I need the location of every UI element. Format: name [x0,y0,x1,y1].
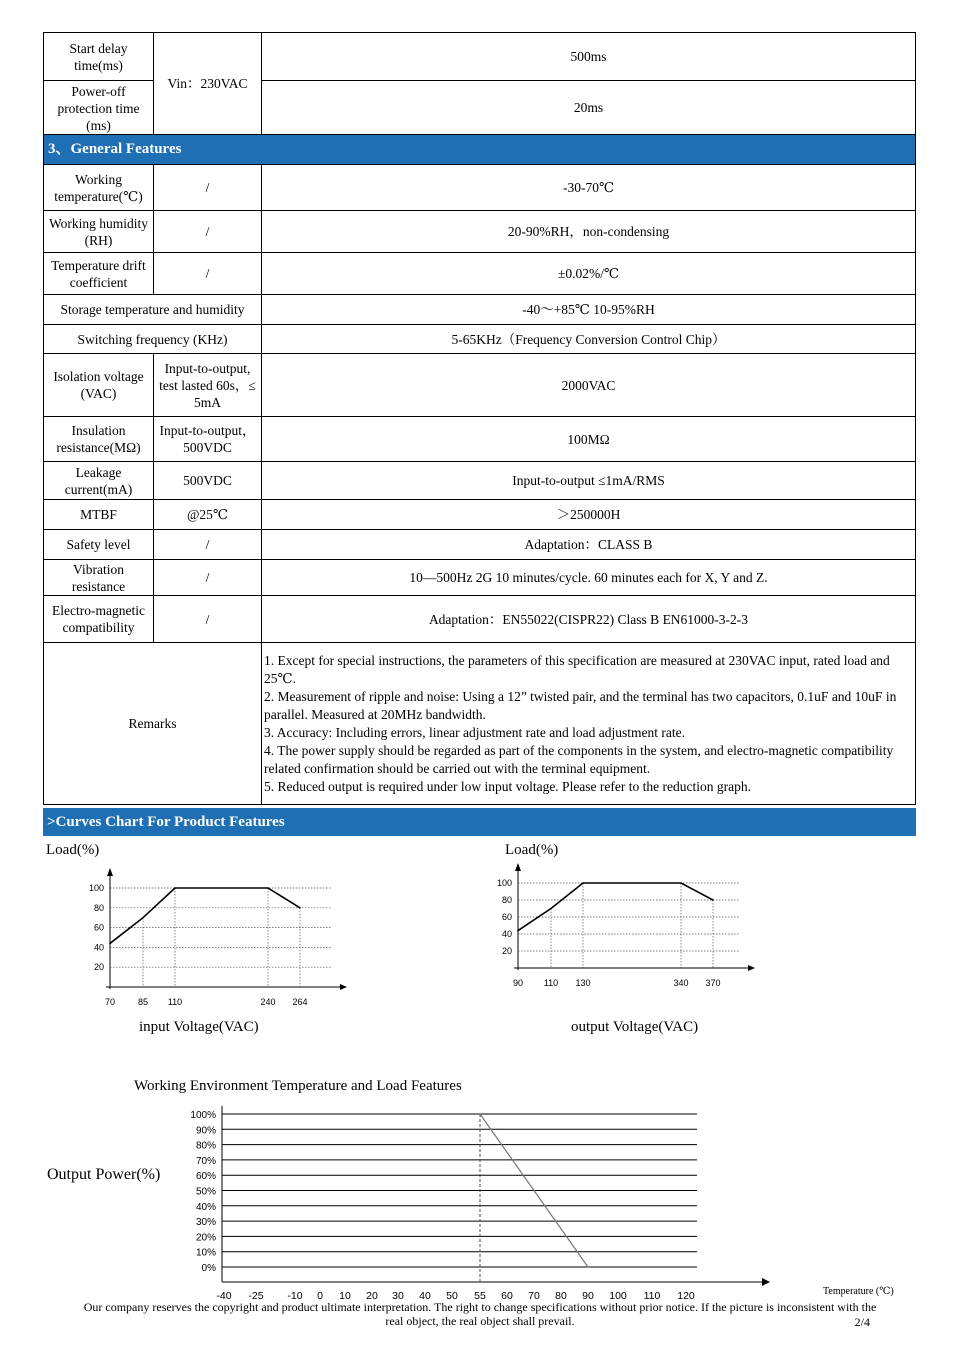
chart2-xlabel: output Voltage(VAC) [571,1019,699,1035]
chart2-data-point [479,1113,481,1115]
chart2-y-tick-label: 80% [195,1140,216,1152]
chart3-xlabel: Temperature (℃) [823,1286,894,1297]
curves-section-header: >Curves Chart For Product Features [43,808,916,836]
chart0-data-point [174,887,176,889]
chart0-x-tick-label: 110 [167,997,183,1007]
label-cell: Switching frequency (KHz) [44,325,262,354]
footer-line2: real object, the real object shall prevail. [385,1314,575,1328]
label-cell: Vibration resistance [44,560,154,596]
chart1-data-point [680,882,682,884]
label-cell: Safety level [44,530,154,560]
value-cell: Adaptation：EN55022(CISPR22) Class B EN61000-3-2-3 [262,596,916,643]
chart1-y-arrow [515,863,521,871]
label-cell: Working temperature(℃) [44,165,154,211]
label-cell: Electro-magnetic compatibility [44,596,154,643]
label-cell: Insulation resistance(MΩ) [44,417,154,462]
chart2-x-tick-label: 50 [446,1290,458,1302]
value-cell: ＞250000H [262,500,916,530]
chart3-ylabel: Output Power(%) [47,1166,161,1183]
chart2-x-tick-label: -40 [216,1290,232,1302]
chart0-data-point [109,943,111,945]
page-number: 2/4 [854,1315,870,1329]
footer-line1: Our company reserves the copyright and product ultimate interpretation. The right to change specifications without prior notice. If the picture is inconsistent with the [83,1300,877,1314]
chart1-x-tick-label: 90 [512,978,524,988]
chart2-y-tick-label: 10% [195,1247,216,1259]
value-cell: Adaptation：CLASS B [262,530,916,560]
chart2-x-tick-label: 60 [501,1290,513,1302]
chart0-data-point [142,917,144,919]
chart0-y-arrow [107,868,113,876]
chart2-x-tick-label: -10 [287,1290,303,1302]
chart2-x-arrow [762,1278,770,1286]
footer [60,1300,900,1328]
chart0-x-tick-label: 85 [137,997,149,1007]
label-cell: Leakage current(mA) [44,462,154,500]
chart1-ylabel: Load(%) [46,842,100,858]
label-cell: Working humidity (RH) [44,211,154,253]
value-cell: 100MΩ [262,417,916,462]
value-cell: Input-to-output ≤1mA/RMS [262,462,916,500]
chart1-y-tick-label: 60 [501,912,512,922]
label-cell: Start delay time(ms) [44,33,154,81]
condition-cell: Input-to-output, test lasted 60s，≤ 5mA [154,354,262,417]
chart2-ylabel: Load(%) [505,842,559,858]
condition-cell: / [154,165,262,211]
chart1-x-tick-label: 340 [673,978,689,988]
chart0-x-tick-label: 264 [292,997,308,1007]
chart0-y-tick-label: 60 [93,922,104,933]
chart1-x-tick-label: 110 [543,978,559,988]
value-cell: 500ms [262,33,916,81]
value-cell: 5-65KHz（Frequency Conversion Control Chip） [262,325,916,354]
remarks-label: Remarks [44,643,262,805]
chart0-y-tick-label: 100 [88,883,104,893]
chart2-y-tick-label: 30% [195,1217,216,1229]
chart2-x-tick-label: 120 [677,1290,695,1302]
condition-cell: / [154,530,262,560]
condition-cell: / [154,596,262,643]
chart0-x-tick-label: 70 [104,997,116,1007]
chart1-x-tick-label: 370 [705,978,721,988]
chart2-y-tick-label: 40% [195,1201,216,1213]
chart0-x-arrow [340,984,347,990]
chart1-x-tick-label: 130 [575,978,591,988]
chart0-y-tick-label: 40 [93,942,104,953]
chart2-x-tick-label: 30 [392,1290,404,1302]
chart2-x-tick-label: 0 [317,1290,323,1302]
chart1-y-tick-label: 20 [501,946,512,956]
chart2-y-tick-label: 50% [195,1186,216,1198]
label-cell: Temperature drift coefficient [44,253,154,295]
chart0-series-line [110,888,300,943]
remark-line: 4. The power supply should be regarded as part of the components in the system, and electro-magnetic compatibility related confirmation should be carried out with the terminal equipment. [264,742,894,776]
value-cell: -40～+85℃ 10-95%RH [262,295,916,325]
value-cell: 20-90%RH，non-condensing [262,211,916,253]
label-cell: Isolation voltage (VAC) [44,354,154,417]
chart2-x-tick-label: 110 [643,1290,661,1302]
chart1-data-point [517,930,519,932]
remark-line: 3. Accuracy: Including errors, linear adjustment rate and load adjustment rate. [264,724,685,740]
chart2-y-tick-label: 60% [195,1171,216,1183]
value-cell: -30-70℃ [262,165,916,211]
value-cell: 2000VAC [262,354,916,417]
chart2-x-tick-label: 70 [528,1290,540,1302]
chart2-y-tick-label: 0% [201,1263,216,1274]
chart2-x-tick-label: 100 [609,1290,627,1302]
chart2-x-tick-label: 10 [339,1290,351,1302]
remark-line: 2. Measurement of ripple and noise: Using a 12” twisted pair, and the terminal has two capacitors, 0.1uF and 10uF in parallel. Measured at 20MHz bandwidth. [264,688,897,722]
remark-line: 5. Reduced output is required under low input voltage. Please refer to the reduction graph. [264,778,751,794]
chart2-y-tick-label: 70% [195,1155,216,1167]
value-cell: ±0.02%/℃ [262,253,916,295]
condition-cell: / [154,560,262,596]
chart3-title: Working Environment Temperature and Load Features [134,1078,462,1094]
condition-cell: Vin：230VAC [154,33,262,135]
label-cell: Power-off protection time (ms) [44,81,154,135]
chart2-x-tick-label: 40 [419,1290,431,1302]
value-cell: 10—500Hz 2G 10 minutes/cycle. 60 minutes each for X, Y and Z. [262,560,916,596]
chart2-x-tick-label: 55 [474,1290,486,1302]
remark-line: 1. Except for special instructions, the parameters of this specification are measured at 230VAC input, rated load and 25℃. [264,652,890,686]
label-cell: MTBF [44,500,154,530]
chart1-xlabel: input Voltage(VAC) [139,1019,259,1035]
condition-cell: Input-to-output，500VDC [154,417,262,462]
chart1-data-point [712,899,714,901]
chart2-data-point [587,1266,589,1268]
chart2-y-tick-label: 100% [190,1110,216,1121]
chart0-data-point [267,887,269,889]
chart2-x-tick-label: 90 [582,1290,594,1302]
chart0-x-tick-label: 240 [260,997,276,1007]
condition-cell: / [154,253,262,295]
chart1-series-line [518,883,713,931]
chart1-x-arrow [748,965,755,971]
chart2-y-tick-label: 20% [195,1232,216,1244]
chart1-data-point [550,908,552,910]
condition-cell: / [154,211,262,253]
condition-cell: 500VDC [154,462,262,500]
chart0-data-point [299,907,301,909]
chart1-y-tick-label: 100 [496,878,512,888]
chart1-y-tick-label: 40 [501,929,512,939]
chart0-y-tick-label: 80 [93,902,104,913]
value-cell: 20ms [262,81,916,135]
chart2-x-tick-label: 20 [366,1290,378,1302]
chart0-y-tick-label: 20 [93,962,104,973]
label-cell: Storage temperature and humidity [44,295,262,325]
section-title: 3、General Features [44,135,916,165]
chart2-y-tick-label: 90% [195,1125,216,1137]
chart2-x-tick-label: -25 [248,1290,264,1302]
chart2-x-tick-label: 80 [555,1290,567,1302]
chart1-data-point [582,882,584,884]
condition-cell: @25℃ [154,500,262,530]
chart1-y-tick-label: 80 [501,895,512,905]
